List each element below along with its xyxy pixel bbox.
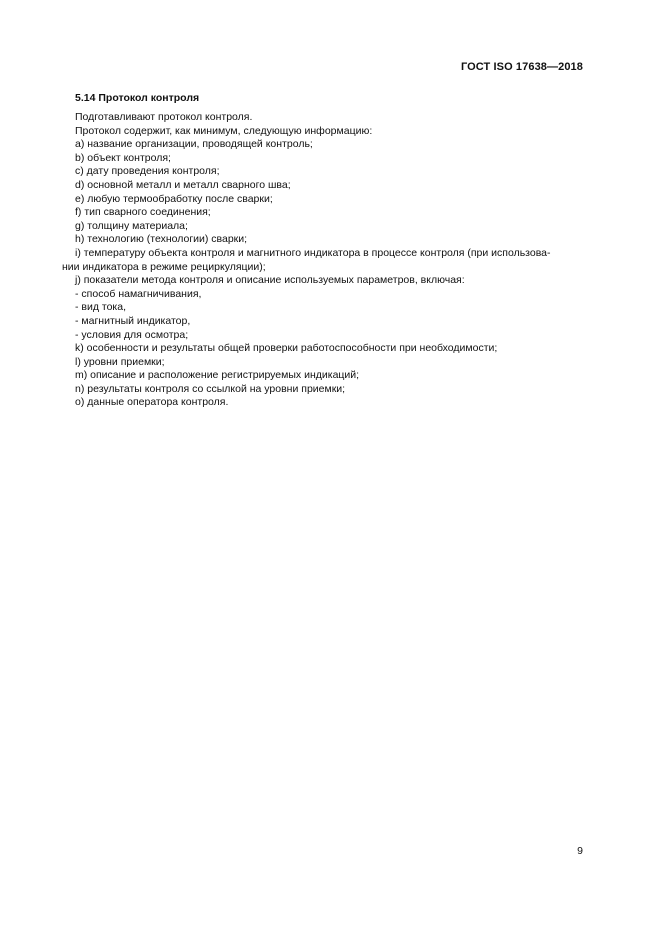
- section-title: 5.14 Протокол контроля: [75, 92, 200, 104]
- list-item: m) описание и расположение регистрируемых индикаций;: [75, 369, 360, 382]
- list-item: d) основной металл и металл сварного шва;: [75, 178, 291, 191]
- list-item: k) особенности и результаты общей проверки работоспособности при необходимости;: [75, 342, 498, 355]
- list-item: g) толщину материала;: [75, 219, 188, 232]
- paragraph: Подготавливают протокол контроля.: [75, 111, 253, 123]
- list-item: n) результаты контроля со ссылкой на уровни приемки;: [75, 382, 346, 395]
- sub-list-item: - вид тока,: [75, 301, 127, 314]
- sub-list-item: - условия для осмотра;: [75, 328, 189, 341]
- page-number: 9: [577, 845, 583, 857]
- list-item: f) тип сварного соединения;: [75, 206, 211, 219]
- list-item: c) дату проведения контроля;: [75, 165, 220, 178]
- sub-list-item: - магнитный индикатор,: [75, 314, 191, 327]
- list-item: i) температуру объекта контроля и магнитного индикатора в процессе контроля (при использова-: [75, 246, 551, 259]
- list-item: j) показатели метода контроля и описание используемых параметров, включая:: [75, 274, 465, 287]
- list-item: e) любую термообработку после сварки;: [75, 192, 273, 205]
- paragraph: Протокол содержит, как минимум, следующую информацию:: [75, 124, 373, 137]
- document-code: ГОСТ ISO 17638—2018: [460, 61, 583, 73]
- list-item: l) уровни приемки;: [75, 355, 165, 368]
- list-item: o) данные оператора контроля.: [75, 396, 229, 409]
- sub-list-item: - способ намагничивания,: [75, 287, 202, 300]
- section-body: [62, 111, 585, 410]
- list-item: h) технологию (технологии) сварки;: [75, 233, 248, 246]
- list-item: b) объект контроля;: [75, 151, 171, 164]
- list-item-continuation: нии индикатора в режиме рециркуляции);: [62, 260, 266, 273]
- list-item: a) название организации, проводящей контроль;: [75, 138, 313, 151]
